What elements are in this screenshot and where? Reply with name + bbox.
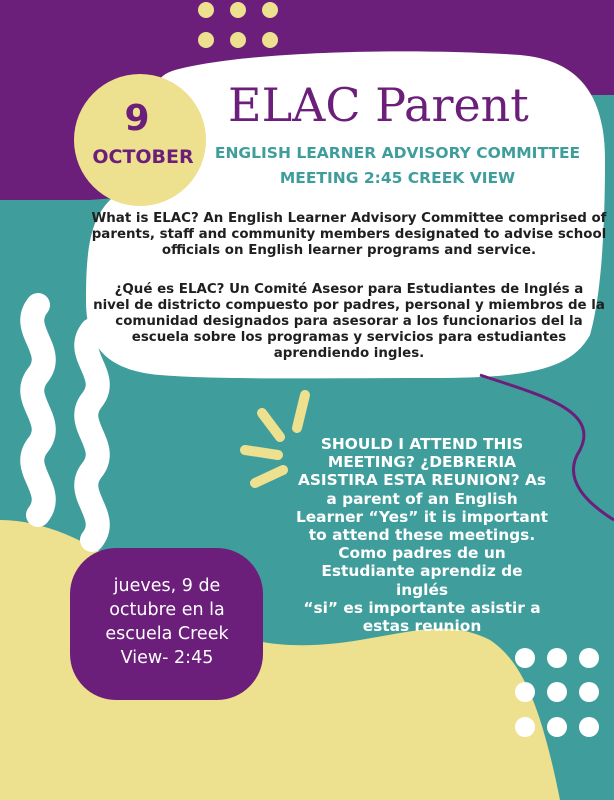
subtitle-line-1: ENGLISH LEARNER ADVISORY COMMITTEE — [214, 144, 581, 162]
attend-line: Como padres de un — [338, 544, 506, 563]
intro-spanish — [88, 282, 610, 362]
when-line: View- 2:45 — [120, 648, 214, 668]
subtitle-line-2: MEETING 2:45 CREEK VIEW — [279, 169, 516, 187]
intro-english-line: officials on English learner programs and service. — [161, 243, 537, 258]
when-line: jueves, 9 de — [113, 576, 221, 596]
attend-line: ASISTIRA ESTA REUNION? As — [297, 471, 547, 490]
attend-line: a parent of an English — [326, 489, 518, 508]
intro-english — [88, 211, 610, 259]
attend-line: estas reunion — [362, 617, 482, 636]
left-squiggle-1 — [32, 305, 44, 515]
when-line: octubre en la — [109, 600, 225, 620]
when-line: escuela Creek — [105, 624, 229, 644]
intro-spanish-line: ¿Qué es ELAC? Un Comité Asesor para Estudiantes de Inglés a — [114, 282, 584, 297]
intro-english-line: parents, staff and community members designated to advise school — [91, 227, 607, 242]
date-circle — [74, 74, 206, 206]
intro-spanish-line: escuela sobre los programas y servicios para estudiantes — [131, 330, 567, 345]
attend-line: Estudiante aprendiz de inglés — [321, 562, 523, 599]
page-title: ELAC Parent — [228, 78, 529, 132]
attend-line: Learner “Yes” it is important — [295, 507, 549, 526]
attend-line: “si” es importante asistir a — [303, 598, 541, 617]
attend-line: SHOULD I ATTEND THIS — [320, 435, 524, 453]
date-day: 9 — [124, 98, 150, 139]
bottom-dots — [515, 648, 599, 737]
intro-spanish-line: nivel de districto compuesto por padres, personal y miembros de la — [93, 298, 605, 313]
meeting-when-where — [92, 574, 242, 670]
intro-english-line: What is ELAC? An English Learner Advisory Committee comprised of — [91, 211, 607, 226]
intro-spanish-line: comunidad designados para asesorar a los funcionarios del la — [115, 314, 583, 329]
attend-line: MEETING? ¿DEBRERIA — [327, 453, 517, 472]
attend-line: to attend these meetings. — [308, 526, 536, 545]
date-month: OCTOBER — [92, 146, 194, 168]
should-attend-text — [294, 435, 550, 635]
intro-spanish-line: aprendiendo ingles. — [273, 346, 425, 361]
